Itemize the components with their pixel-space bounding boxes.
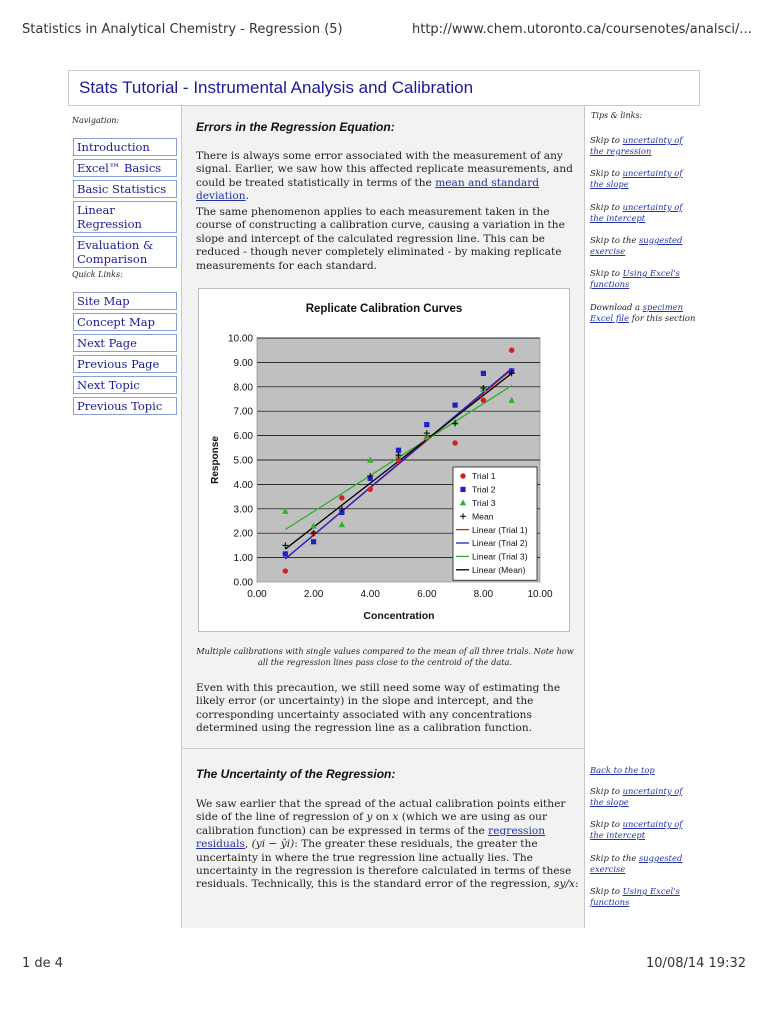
tip-text: Download a: [590, 302, 643, 312]
residuals-text-e: : The greater these residuals, the greater the uncertainty in where the true regression line actually lies. The uncertainty in the regression is therefore calculated in terms of these residuals. Technically, this is the standard error of the regression,: [196, 838, 572, 891]
section-errors-title: Errors in the Regression Equation:: [196, 120, 395, 134]
quick-previous-page[interactable]: Previous Page: [73, 355, 177, 373]
skip-uncertainty-slope-link-2[interactable]: uncertainty of the slope: [590, 786, 683, 807]
legend-label: Linear (Trial 3): [472, 551, 528, 562]
intro-text-end: .: [245, 190, 249, 203]
back-to-top-link[interactable]: Back to the top: [590, 765, 655, 775]
data-point: [368, 487, 373, 492]
legend-label: Trial 2: [472, 484, 496, 495]
tip-skip-exercise: [590, 235, 696, 257]
quick-next-topic[interactable]: Next Topic: [73, 376, 177, 394]
y-tick-label: 10.00: [227, 333, 253, 345]
math-y: y: [366, 811, 373, 824]
tip-text-post: for this section: [629, 313, 696, 323]
tip-text: Skip to the: [590, 853, 639, 863]
x-tick-label: 2.00: [303, 589, 324, 600]
navigation-label: Navigation:: [72, 116, 120, 125]
left-sidebar: [68, 106, 182, 928]
y-tick-label: 1.00: [233, 553, 253, 565]
quick-next-page[interactable]: Next Page: [73, 334, 177, 352]
data-point: [481, 398, 486, 403]
quick-site-map[interactable]: Site Map: [73, 292, 177, 310]
page-number: 1 de 4: [22, 956, 64, 971]
nav-evaluation-comparison[interactable]: Evaluation & Comparison: [73, 236, 177, 268]
site-banner: [68, 70, 700, 106]
quick-links-list: [73, 292, 177, 418]
tip-skip-excel: [590, 268, 696, 290]
residuals-text-d: ,: [244, 838, 252, 851]
legend-label: Linear (Mean): [472, 565, 526, 575]
nav-introduction[interactable]: Introduction: [73, 138, 177, 156]
data-point: [452, 440, 457, 445]
precaution-paragraph: Even with this precaution, we still need some way of estimating the likely error (or uncertainty) in the slope and intercept, and the corresponding uncertainty associated with any concentrations determined using the regression line as a calibration function.: [196, 682, 561, 735]
quick-links-label: Quick Links:: [72, 270, 123, 279]
print-datetime: 10/08/14 19:32: [646, 956, 746, 971]
tip-skip-slope: [590, 168, 696, 190]
y-tick-label: 2.00: [233, 528, 253, 540]
y-axis-label: Response: [210, 436, 221, 484]
quick-previous-topic[interactable]: Previous Topic: [73, 397, 177, 415]
chart-svg: [199, 289, 569, 631]
data-point: [283, 551, 288, 556]
chart-title: Replicate Calibration Curves: [305, 303, 463, 315]
x-tick-label: 8.00: [473, 589, 494, 600]
standard-error-symbol: sy/x: [554, 878, 575, 891]
residuals-text-a: We saw earlier that the spread of the actual calibration points either side of the line of regression of: [196, 798, 566, 824]
data-point: [283, 568, 288, 573]
mean-std-link[interactable]: mean and standard deviation: [196, 176, 540, 203]
intro-text: There is always some error associated with the measurement of any signal. Earlier, we saw how this affected replicate measurements, and could be treated statistically in terms of the: [196, 150, 573, 189]
residual-expression: (yi − ŷi): [251, 838, 295, 851]
data-point: [509, 348, 514, 353]
y-tick-label: 9.00: [233, 357, 253, 369]
tip-text: Skip to: [590, 886, 623, 896]
legend-symbol: [460, 473, 465, 478]
legend-label: Mean: [472, 511, 494, 522]
skip-excel-functions-link-2[interactable]: Using Excel's functions: [590, 886, 680, 907]
calibration-chart: [198, 288, 570, 632]
tip-skip-regression: [590, 135, 696, 157]
tip-text: Skip to: [590, 168, 623, 178]
y-tick-label: 5.00: [233, 455, 253, 467]
tip-download: [590, 302, 696, 324]
legend-label: Linear (Trial 1): [472, 524, 528, 535]
tips-links-label: Tips & links:: [591, 111, 643, 120]
residuals-text-c: (which we are using as our calibration function) can be expressed in terms of the: [196, 811, 548, 837]
tip2-skip-intercept: [590, 819, 696, 841]
data-point: [339, 495, 344, 500]
x-axis-label: Concentration: [363, 610, 435, 622]
legend-label: Linear (Trial 2): [472, 538, 528, 549]
x-tick-label: 10.00: [527, 589, 553, 600]
print-page-title: Statistics in Analytical Chemistry - Regression (5): [22, 22, 343, 37]
quick-concept-map[interactable]: Concept Map: [73, 313, 177, 331]
skip-uncertainty-regression-link[interactable]: uncertainty of the regression: [590, 135, 683, 156]
x-tick-label: 4.00: [360, 589, 380, 600]
tip-back-to-top: [590, 765, 696, 776]
intro-paragraph: [196, 150, 580, 204]
data-point: [453, 403, 458, 408]
residuals-text-f: :: [574, 878, 579, 891]
x-tick-label: 6.00: [417, 589, 437, 600]
skip-suggested-exercise-link[interactable]: suggested exercise: [590, 235, 683, 256]
data-point: [481, 371, 486, 376]
y-tick-label: 8.00: [233, 382, 253, 394]
nav-excel-basics[interactable]: Excel™ Basics: [73, 159, 177, 177]
y-tick-label: 0.00: [233, 577, 253, 589]
y-tick-label: 3.00: [233, 504, 253, 516]
nav-basic-statistics[interactable]: Basic Statistics: [73, 180, 177, 198]
banner-title: Stats Tutorial - Instrumental Analysis and Calibration: [79, 78, 474, 97]
skip-excel-functions-link[interactable]: Using Excel's functions: [590, 268, 680, 289]
skip-uncertainty-intercept-link-2[interactable]: uncertainty of the intercept: [590, 819, 683, 840]
section-divider: [182, 748, 584, 749]
tip-text: Skip to: [590, 135, 623, 145]
tip2-skip-slope: [590, 786, 696, 808]
data-point: [424, 422, 429, 427]
chart-legend: [453, 467, 537, 580]
tip2-skip-excel: [590, 886, 696, 908]
print-header: [0, 22, 768, 42]
residuals-text-b: on: [372, 811, 393, 824]
skip-suggested-exercise-link-2[interactable]: suggested exercise: [590, 853, 683, 874]
legend-label: Trial 3: [472, 498, 496, 508]
specimen-excel-file-link[interactable]: specimen Excel file: [590, 302, 683, 323]
skip-uncertainty-intercept-link[interactable]: uncertainty of the intercept: [590, 202, 683, 223]
skip-uncertainty-slope-link[interactable]: uncertainty of the slope: [590, 168, 683, 189]
legend-label: Trial 1: [472, 471, 496, 482]
print-page-url: http://www.chem.utoronto.ca/coursenotes/analsci/...: [412, 22, 752, 37]
nav-linear-regression[interactable]: Linear Regression: [73, 201, 177, 233]
tip-text: Skip to: [590, 268, 623, 278]
tip-text: Skip to the: [590, 235, 639, 245]
x-tick-label: 0.00: [247, 589, 267, 600]
phenomenon-paragraph: The same phenomenon applies to each measurement taken in the course of constructing a calibration curve, causing a variation in the slope and intercept of the calculated regression line. This can be reduced - though never completely eliminated - by making replicate measurements for each standard.: [196, 206, 565, 272]
y-tick-label: 6.00: [233, 431, 253, 443]
math-x: x: [392, 811, 399, 824]
tip-text: Skip to: [590, 819, 623, 829]
residuals-paragraph: [196, 798, 580, 892]
regression-residuals-link[interactable]: regression residuals: [196, 824, 546, 851]
tip-skip-intercept: [590, 202, 696, 224]
tip-text: Skip to: [590, 786, 623, 796]
y-tick-label: 4.00: [233, 479, 253, 491]
legend-symbol: [460, 487, 465, 492]
tip2-skip-exercise: [590, 853, 696, 875]
print-footer: [0, 956, 768, 976]
navigation-list: [73, 138, 177, 271]
section-uncertainty-title: The Uncertainty of the Regression:: [196, 767, 396, 781]
y-tick-label: 7.00: [233, 406, 253, 418]
data-point: [311, 539, 316, 544]
chart-caption: Multiple calibrations with single values compared to the mean of all three trials. Note how all the regression lines pass close to the centroid of the data.: [196, 646, 574, 667]
tip-text: Skip to: [590, 202, 623, 212]
